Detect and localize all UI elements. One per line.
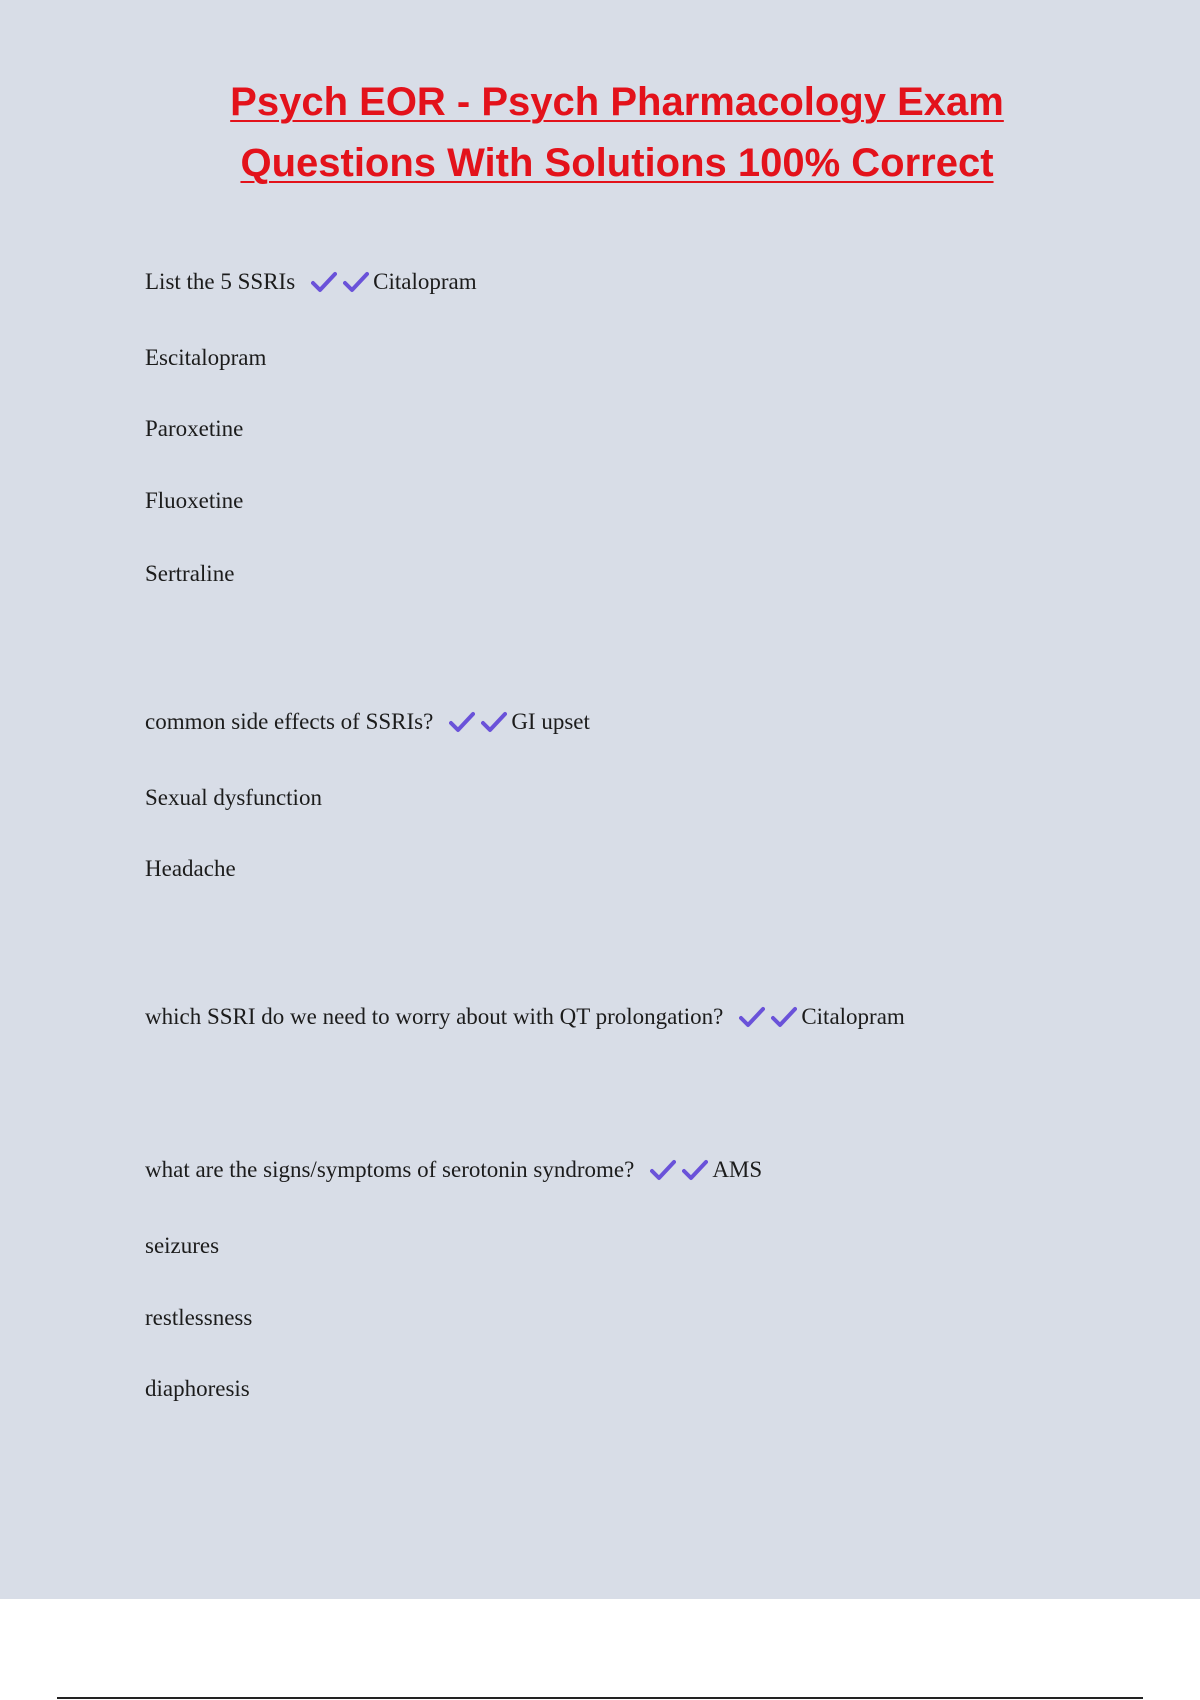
title-line-2: Questions With Solutions 100% Correct bbox=[240, 141, 994, 185]
question-4 bbox=[145, 1155, 762, 1185]
answer-line: Sertraline bbox=[145, 561, 235, 586]
question-3 bbox=[145, 1002, 905, 1032]
answer-line: Escitalopram bbox=[145, 345, 267, 370]
question-text: which SSRI do we need to worry about with QT prolongation? bbox=[145, 1004, 724, 1029]
answer-line: diaphoresis bbox=[145, 1376, 250, 1401]
answer-line: Headache bbox=[145, 856, 236, 881]
answer-text: GI upset bbox=[511, 709, 590, 734]
checkmark-icon bbox=[311, 271, 337, 293]
footer-rule bbox=[57, 1697, 1143, 1699]
answer-line: Paroxetine bbox=[145, 416, 244, 441]
checkmark-icon bbox=[682, 1159, 708, 1181]
question-text: common side effects of SSRIs? bbox=[145, 709, 434, 734]
checkmark-icon bbox=[771, 1006, 797, 1028]
answer-marker bbox=[650, 1159, 708, 1181]
checkmark-icon bbox=[739, 1006, 765, 1028]
answer-line: seizures bbox=[145, 1233, 220, 1258]
question-1 bbox=[145, 267, 477, 297]
answer-text: Citalopram bbox=[373, 269, 477, 294]
answer-text: Citalopram bbox=[801, 1004, 905, 1029]
answer-text: AMS bbox=[712, 1157, 763, 1182]
title-line-1: Psych EOR - Psych Pharmacology Exam bbox=[230, 80, 1004, 124]
answer-line: Sexual dysfunction bbox=[145, 785, 322, 810]
answer-marker bbox=[449, 711, 507, 733]
checkmark-icon bbox=[449, 711, 475, 733]
question-text: what are the signs/symptoms of serotonin syndrome? bbox=[145, 1157, 635, 1182]
question-text: List the 5 SSRIs bbox=[145, 269, 296, 294]
checkmark-icon bbox=[343, 271, 369, 293]
question-2 bbox=[145, 707, 590, 737]
answer-marker bbox=[739, 1006, 797, 1028]
answer-line: Fluoxetine bbox=[145, 488, 244, 513]
document-title bbox=[0, 72, 1200, 194]
answer-line: restlessness bbox=[145, 1305, 253, 1330]
checkmark-icon bbox=[650, 1159, 676, 1181]
checkmark-icon bbox=[481, 711, 507, 733]
answer-marker bbox=[311, 271, 369, 293]
